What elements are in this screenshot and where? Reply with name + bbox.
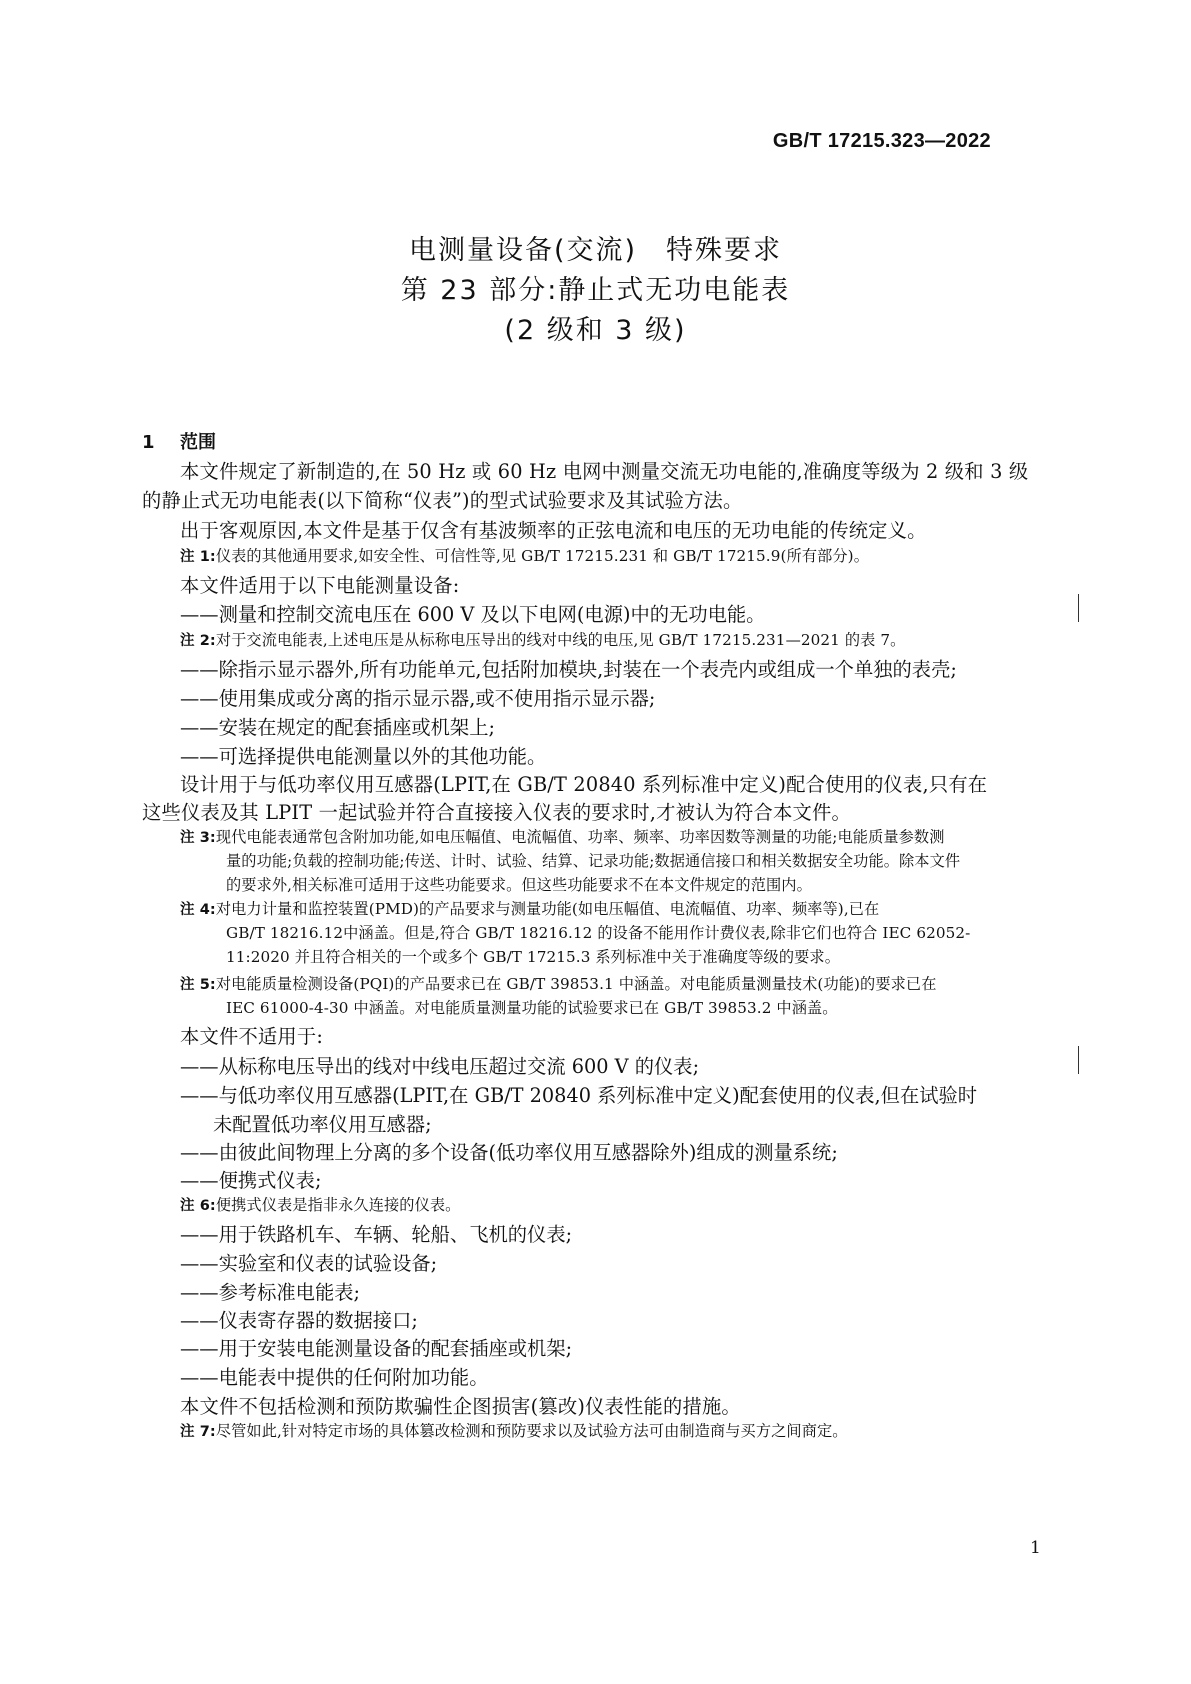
note-4 bbox=[180, 898, 879, 919]
exclusion-item-8: ——仪表寄存器的数据接口; bbox=[180, 1309, 418, 1332]
note-text: 便携式仪表是指非永久连接的仪表。 bbox=[215, 1196, 461, 1214]
note-label: 注 4: bbox=[180, 902, 216, 918]
note-text: 尽管如此,针对特定市场的具体篡改检测和预防要求以及试验方法可由制造商与买方之间商定。 bbox=[215, 1422, 848, 1440]
revision-bar bbox=[1078, 1046, 1079, 1074]
note-6 bbox=[180, 1194, 460, 1215]
applies-item-5: ——可选择提供电能测量以外的其他功能。 bbox=[180, 745, 547, 768]
paragraph-definition: 出于客观原因,本文件是基于仅含有基波频率的正弦电流和电压的无功电能的传统定义。 bbox=[180, 519, 927, 542]
revision-bar bbox=[1078, 594, 1079, 622]
note-text: 仪表的其他通用要求,如安全性、可信性等,见 GB/T 17215.231 和 GB/T 17215.9(所有部分)。 bbox=[215, 547, 869, 565]
note-3-line-2: 量的功能;负载的控制功能;传送、计时、试验、结算、记录功能;数据通信接口和相关数据安全功能。除本文件 bbox=[226, 852, 961, 870]
paragraph-applies: 本文件适用于以下电能测量设备: bbox=[180, 574, 460, 597]
note-label: 注 3: bbox=[180, 830, 216, 846]
note-5-line-2: IEC 61000-4-30 中涵盖。对电能质量测量功能的试验要求已在 GB/T 39853.2 中涵盖。 bbox=[226, 999, 838, 1017]
paragraph-scope-line-1: 本文件规定了新制造的,在 50 Hz 或 60 Hz 电网中测量交流无功电能的,准确度等级为 2 级和 3 级 bbox=[180, 460, 1029, 483]
exclusion-item-7: ——参考标准电能表; bbox=[180, 1281, 361, 1304]
section-title: 范围 bbox=[180, 432, 216, 453]
note-3 bbox=[180, 826, 945, 847]
note-label: 注 2: bbox=[180, 633, 216, 649]
applies-item-2: ——除指示显示器外,所有功能单元,包括附加模块,封装在一个表壳内或组成一个单独的表壳; bbox=[180, 658, 957, 681]
paragraph-lpit-line-2: 这些仪表及其 LPIT 一起试验并符合直接接入仪表的要求时,才被认为符合本文件。 bbox=[142, 801, 851, 824]
note-label: 注 1: bbox=[180, 549, 216, 565]
note-text: 对电能质量检测设备(PQI)的产品要求已在 GB/T 39853.1 中涵盖。对电能质量测量技术(功能)的要求已在 bbox=[215, 975, 937, 993]
page-number: 1 bbox=[1030, 1538, 1041, 1558]
paragraph-tampering: 本文件不包括检测和预防欺骗性企图损害(篡改)仪表性能的措施。 bbox=[180, 1395, 741, 1418]
note-label: 注 6: bbox=[180, 1198, 216, 1214]
note-7 bbox=[180, 1420, 848, 1441]
paragraph-not-applies: 本文件不适用于: bbox=[180, 1025, 324, 1048]
exclusion-item-1: ——从标称电压导出的线对中线电压超过交流 600 V 的仪表; bbox=[180, 1055, 700, 1078]
exclusion-item-5: ——用于铁路机车、车辆、轮船、飞机的仪表; bbox=[180, 1223, 573, 1246]
note-2 bbox=[180, 629, 905, 650]
exclusion-item-9: ——用于安装电能测量设备的配套插座或机架; bbox=[180, 1337, 573, 1360]
section-number: 1 bbox=[142, 432, 155, 453]
document-title-line-1: 电测量设备(交流) 特殊要求 bbox=[408, 235, 783, 266]
note-label: 注 7: bbox=[180, 1424, 216, 1440]
note-text: 对于交流电能表,上述电压是从标称电压导出的线对中线的电压,见 GB/T 17215.231—2021 的表 7。 bbox=[215, 631, 906, 649]
applies-item-4: ——安装在规定的配套插座或机架上; bbox=[180, 716, 495, 739]
exclusion-item-6: ——实验室和仪表的试验设备; bbox=[180, 1252, 438, 1275]
exclusion-item-2-line-1: ——与低功率仪用互感器(LPIT,在 GB/T 20840 系列标准中定义)配套使用的仪表,但在试验时 bbox=[180, 1084, 978, 1107]
note-1 bbox=[180, 545, 869, 566]
document-title-line-2: 第 23 部分:静止式无功电能表 bbox=[400, 275, 791, 306]
paragraph-scope-line-2: 的静止式无功电能表(以下简称“仪表”)的型式试验要求及其试验方法。 bbox=[142, 489, 743, 512]
document-title-line-3: (2 级和 3 级) bbox=[504, 315, 687, 346]
section-heading bbox=[142, 428, 216, 454]
note-4-line-2: GB/T 18216.12中涵盖。但是,符合 GB/T 18216.12 的设备不能用作计费仪表,除非它们也符合 IEC 62052- bbox=[226, 924, 971, 942]
note-text: 现代电能表通常包含附加功能,如电压幅值、电流幅值、功率、频率、功率因数等测量的功能;电能质量参数测 bbox=[215, 828, 945, 846]
paragraph-lpit-line-1: 设计用于与低功率仪用互感器(LPIT,在 GB/T 20840 系列标准中定义)配合使用的仪表,只有在 bbox=[180, 773, 988, 796]
exclusion-item-10: ——电能表中提供的任何附加功能。 bbox=[180, 1366, 489, 1389]
note-4-line-3: 11:2020 并且符合相关的一个或多个 GB/T 17215.3 系列标准中关于准确度等级的要求。 bbox=[226, 948, 840, 966]
exclusion-item-4: ——便携式仪表; bbox=[180, 1169, 322, 1192]
standard-number: GB/T 17215.323—2022 bbox=[772, 130, 991, 152]
applies-item-3: ——使用集成或分离的指示显示器,或不使用指示显示器; bbox=[180, 687, 656, 710]
note-3-line-3: 的要求外,相关标准可适用于这些功能要求。但这些功能要求不在本文件规定的范围内。 bbox=[226, 876, 812, 894]
applies-item-1: ——测量和控制交流电压在 600 V 及以下电网(电源)中的无功电能。 bbox=[180, 603, 766, 626]
note-label: 注 5: bbox=[180, 977, 216, 993]
note-5 bbox=[180, 973, 937, 994]
exclusion-item-3: ——由彼此间物理上分离的多个设备(低功率仪用互感器除外)组成的测量系统; bbox=[180, 1141, 838, 1164]
exclusion-item-2-line-2: 未配置低功率仪用互感器; bbox=[213, 1113, 432, 1136]
note-text: 对电力计量和监控装置(PMD)的产品要求与测量功能(如电压幅值、电流幅值、功率、频率等),已在 bbox=[215, 900, 880, 918]
